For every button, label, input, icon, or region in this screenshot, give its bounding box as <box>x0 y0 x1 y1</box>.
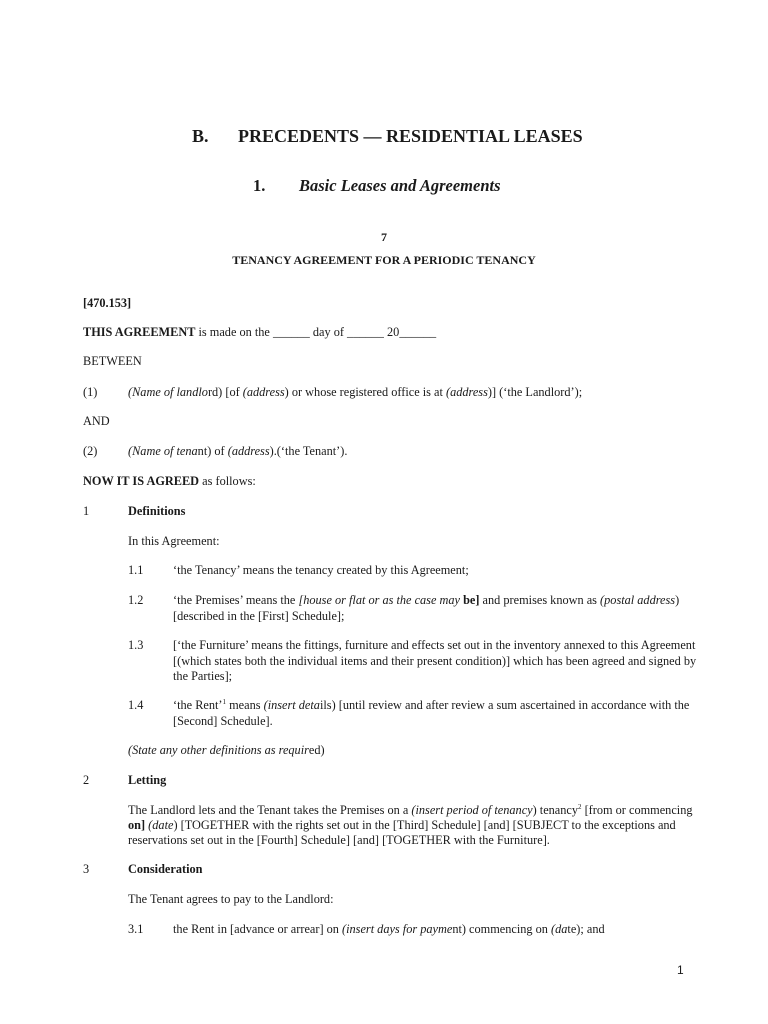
now-agreed-bold: NOW IT IS AGREED <box>83 474 200 488</box>
party1-name-italic: (Name of landlo <box>128 385 208 399</box>
c31-a: the Rent in [advance or arrear] on <box>173 922 342 936</box>
def-1-4-d: ils) [until review and after review a sum ascertained in accordance with the <box>319 698 690 712</box>
def-1-2-b: [house or flat or as the case may <box>298 593 464 607</box>
now-agreed-rest: as follows: <box>199 474 256 488</box>
def-1-4-line2: [Second] Schedule]. <box>173 714 273 728</box>
party2-addr-end: ).(‘the Tenant’). <box>269 444 348 458</box>
def-1-4-line1 <box>173 698 689 713</box>
footnote-1-marker: 1 <box>222 697 227 706</box>
party2-number: (2) <box>83 444 98 458</box>
def-1-2-f: ) <box>675 593 680 607</box>
def-1-3-line2: [(which states both the individual items and their present condition)] which has been agreed and signed by <box>173 654 697 668</box>
party1-addr2-italic: (address <box>445 385 488 399</box>
c31-e: te); and <box>567 922 605 936</box>
state-italic: (State any other definitions as requir <box>128 743 309 757</box>
precedent-number: 7 <box>381 230 387 244</box>
page-number: 1 <box>677 963 684 977</box>
def-1-4-c: (insert deta <box>263 698 320 712</box>
section1-title: Definitions <box>128 504 186 518</box>
s2-l2b: (date <box>148 818 174 832</box>
party1-number: (1) <box>83 385 98 399</box>
section3-intro: The Tenant agrees to pay to the Landlord: <box>128 892 334 906</box>
def-1-2-line2: [described in the [First] Schedule]; <box>173 609 345 623</box>
section2-line2 <box>128 818 676 833</box>
section-letter: B. <box>192 126 209 146</box>
s2-l2a: on] <box>128 818 149 832</box>
def-1-4-number: 1.4 <box>128 698 144 712</box>
def-1-2-number: 1.2 <box>128 593 144 607</box>
party1-name-end: rd) [of <box>207 385 243 399</box>
def-1-4-b: means <box>226 698 264 712</box>
def-1-2-e: (postal address <box>600 593 676 607</box>
agreement-bold: THIS AGREEMENT <box>83 325 196 339</box>
between-label: BETWEEN <box>83 354 142 368</box>
party2-name-end: nt) of <box>197 444 228 458</box>
party2-addr-italic: (address <box>227 444 270 458</box>
def-1-1-text: ‘the Tenancy’ means the tenancy created by this Agreement; <box>173 563 469 577</box>
reference-number: [470.153] <box>83 296 132 310</box>
s2-l1b: (insert period of tenancy <box>411 803 533 817</box>
def-1-3-number: 1.3 <box>128 638 144 652</box>
party2-name-italic: (Name of tena <box>128 444 198 458</box>
def-1-4-a: ‘the Rent’ <box>173 698 223 712</box>
c31-b: (insert days for payme <box>342 922 453 936</box>
def-1-2-a: ‘the Premises’ means the <box>173 593 299 607</box>
s2-l1d: [from or commencing <box>581 803 693 817</box>
subsection-title: Basic Leases and Agreements <box>299 176 501 195</box>
def-1-2-d: and premises known as <box>479 593 601 607</box>
and-label: AND <box>83 414 110 428</box>
section1-number: 1 <box>83 504 90 518</box>
party1-addr2-end: )] (‘the Landlord’); <box>487 385 583 399</box>
c31-c: nt) commencing on <box>452 922 552 936</box>
agreement-rest: is made on the ______ day of ______ 20______ <box>195 325 437 339</box>
party2-text <box>128 444 347 459</box>
clause-3-1-number: 3.1 <box>128 922 144 936</box>
footnote-2-marker: 2 <box>578 802 582 811</box>
c31-d: (da <box>551 922 568 936</box>
party1-addr1-end: ) or whose registered office is at <box>284 385 446 399</box>
state-other-definitions <box>128 743 325 758</box>
s2-l1c: ) tenancy <box>532 803 579 817</box>
section1-intro: In this Agreement: <box>128 534 220 548</box>
section3-title: Consideration <box>128 862 203 876</box>
def-1-2-c: be] <box>463 593 480 607</box>
state-end: ed) <box>308 743 325 757</box>
def-1-3-line1: [‘the Furniture’ means the fittings, furniture and effects set out in the inventory annexed to this Agreement <box>173 638 696 652</box>
section2-line1 <box>128 803 693 818</box>
agreement-line <box>83 325 436 340</box>
now-agreed-line <box>83 474 256 489</box>
clause-3-1-text <box>173 922 605 937</box>
def-1-3-line3: the Parties]; <box>173 669 233 683</box>
party1-text <box>128 385 582 400</box>
s2-l1a: The Landlord lets and the Tenant takes the Premises on a <box>128 803 412 817</box>
subsection-number: 1. <box>253 176 266 195</box>
section3-number: 3 <box>83 862 90 876</box>
section2-line3: reservations set out in the [Fourth] Schedule] [and] [TOGETHER with the Furniture]. <box>128 833 550 847</box>
section2-title: Letting <box>128 773 167 787</box>
section-title: PRECEDENTS — RESIDENTIAL LEASES <box>238 126 583 146</box>
party1-addr1-italic: (address <box>242 385 285 399</box>
section2-number: 2 <box>83 773 90 787</box>
s2-l2c: ) [TOGETHER with the rights set out in the [Third] Schedule] [and] [SUBJECT to the exceptions and <box>173 818 676 832</box>
def-1-1-number: 1.1 <box>128 563 144 577</box>
precedent-title: TENANCY AGREEMENT FOR A PERIODIC TENANCY <box>232 253 536 267</box>
def-1-2-line1 <box>173 593 679 608</box>
